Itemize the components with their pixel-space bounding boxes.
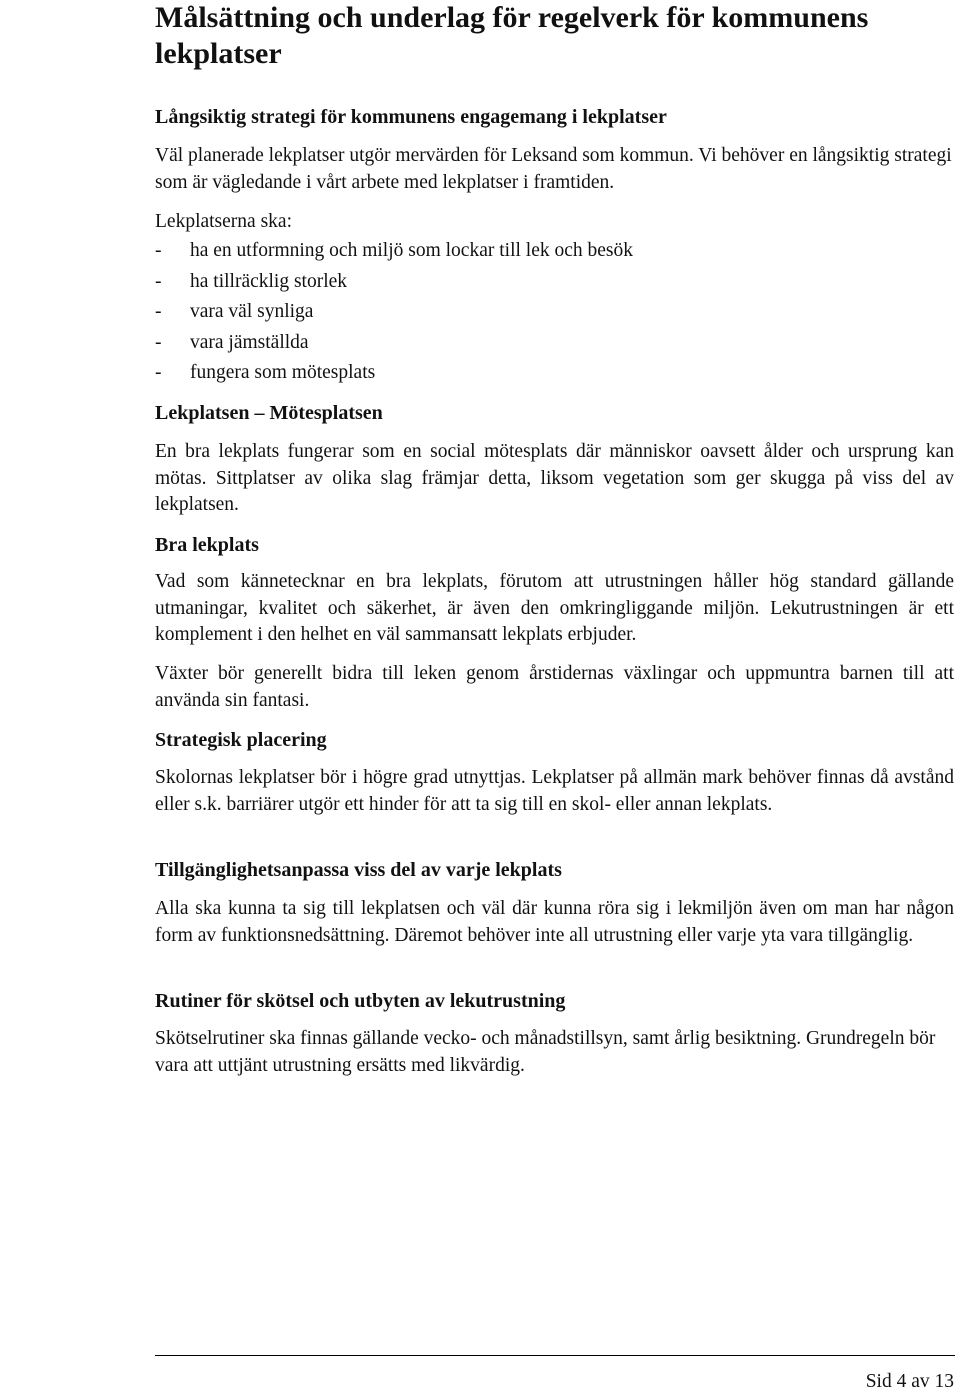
requirements-list — [155, 236, 633, 389]
heading-accessibility: Tillgänglighetsanpassa viss del av varje lekplats — [155, 859, 562, 881]
paragraph-placement: Skolornas lekplatser bör i högre grad utnyttjas. Lekplatser på allmän mark behöver finnas då avstånd eller s.k. barriärer utgör ett hinder för att ta sig till en skol- eller annan lekplats. — [155, 767, 954, 815]
paragraph-meeting: En bra lekplats fungerar som en social mötesplats där människor oavsett ålder och ursprung kan mötas. Sittplatser av olika slag främjar detta, liksom vegetation som ger skugga på viss del av lekplatsen. — [155, 441, 954, 515]
footer-divider — [155, 1355, 955, 1356]
paragraph-maintenance: Skötselrutiner ska finnas gällande vecko- och månadstillsyn, samt årlig besiktning. Grundregeln bör vara att uttjänt utrustning ersätts med likvärdig. — [155, 1028, 936, 1076]
paragraph-good-1: Vad som kännetecknar en bra lekplats, förutom att utrustningen håller hög standard gällande utmaningar, kvalitet och säkerhet, är även den omkringliggande miljön. Lekutrustningen är ett komplement i den helhet en väl sammansatt lekplats erbjuder. — [155, 571, 954, 645]
list-item: - fungera som mötesplats — [155, 362, 376, 383]
heading-strategy: Långsiktig strategi för kommunens engagemang i lekplatser — [155, 106, 667, 128]
heading-meeting: Lekplatsen – Mötesplatsen — [155, 402, 383, 424]
page-number: Sid 4 av 13 — [865, 1371, 954, 1392]
page-title: Målsättning och underlag för regelverk för kommunens lekplatser — [155, 1, 869, 70]
heading-good: Bra lekplats — [155, 534, 259, 556]
list-item: - ha tillräcklig storlek — [155, 270, 348, 292]
list-item: - vara väl synliga — [155, 301, 314, 322]
heading-placement: Strategisk placering — [155, 729, 327, 751]
list-item: - vara jämställda — [155, 331, 309, 353]
heading-maintenance: Rutiner för skötsel och utbyten av lekutrustning — [155, 990, 566, 1012]
paragraph-good-2: Växter bör generellt bidra till leken genom årstidernas växlingar och uppmuntra barnen till att använda sin fantasi. — [155, 663, 954, 711]
list-item: - ha en utformning och miljö som lockar till lek och besök — [155, 240, 633, 261]
paragraph-accessibility: Alla ska kunna ta sig till lekplatsen och väl där kunna röra sig i lekmiljön även om man har någon form av funktionsnedsättning. Däremot behöver inte all utrustning eller varje yta vara tillgänglig. — [155, 898, 954, 946]
paragraph-strategy: Väl planerade lekplatser utgör mervärden för Leksand som kommun. Vi behöver en långsiktig strategi som är vägledande i vårt arbete med lekplatser i framtiden. — [155, 145, 952, 193]
list-intro: Lekplatserna ska: — [155, 211, 292, 232]
